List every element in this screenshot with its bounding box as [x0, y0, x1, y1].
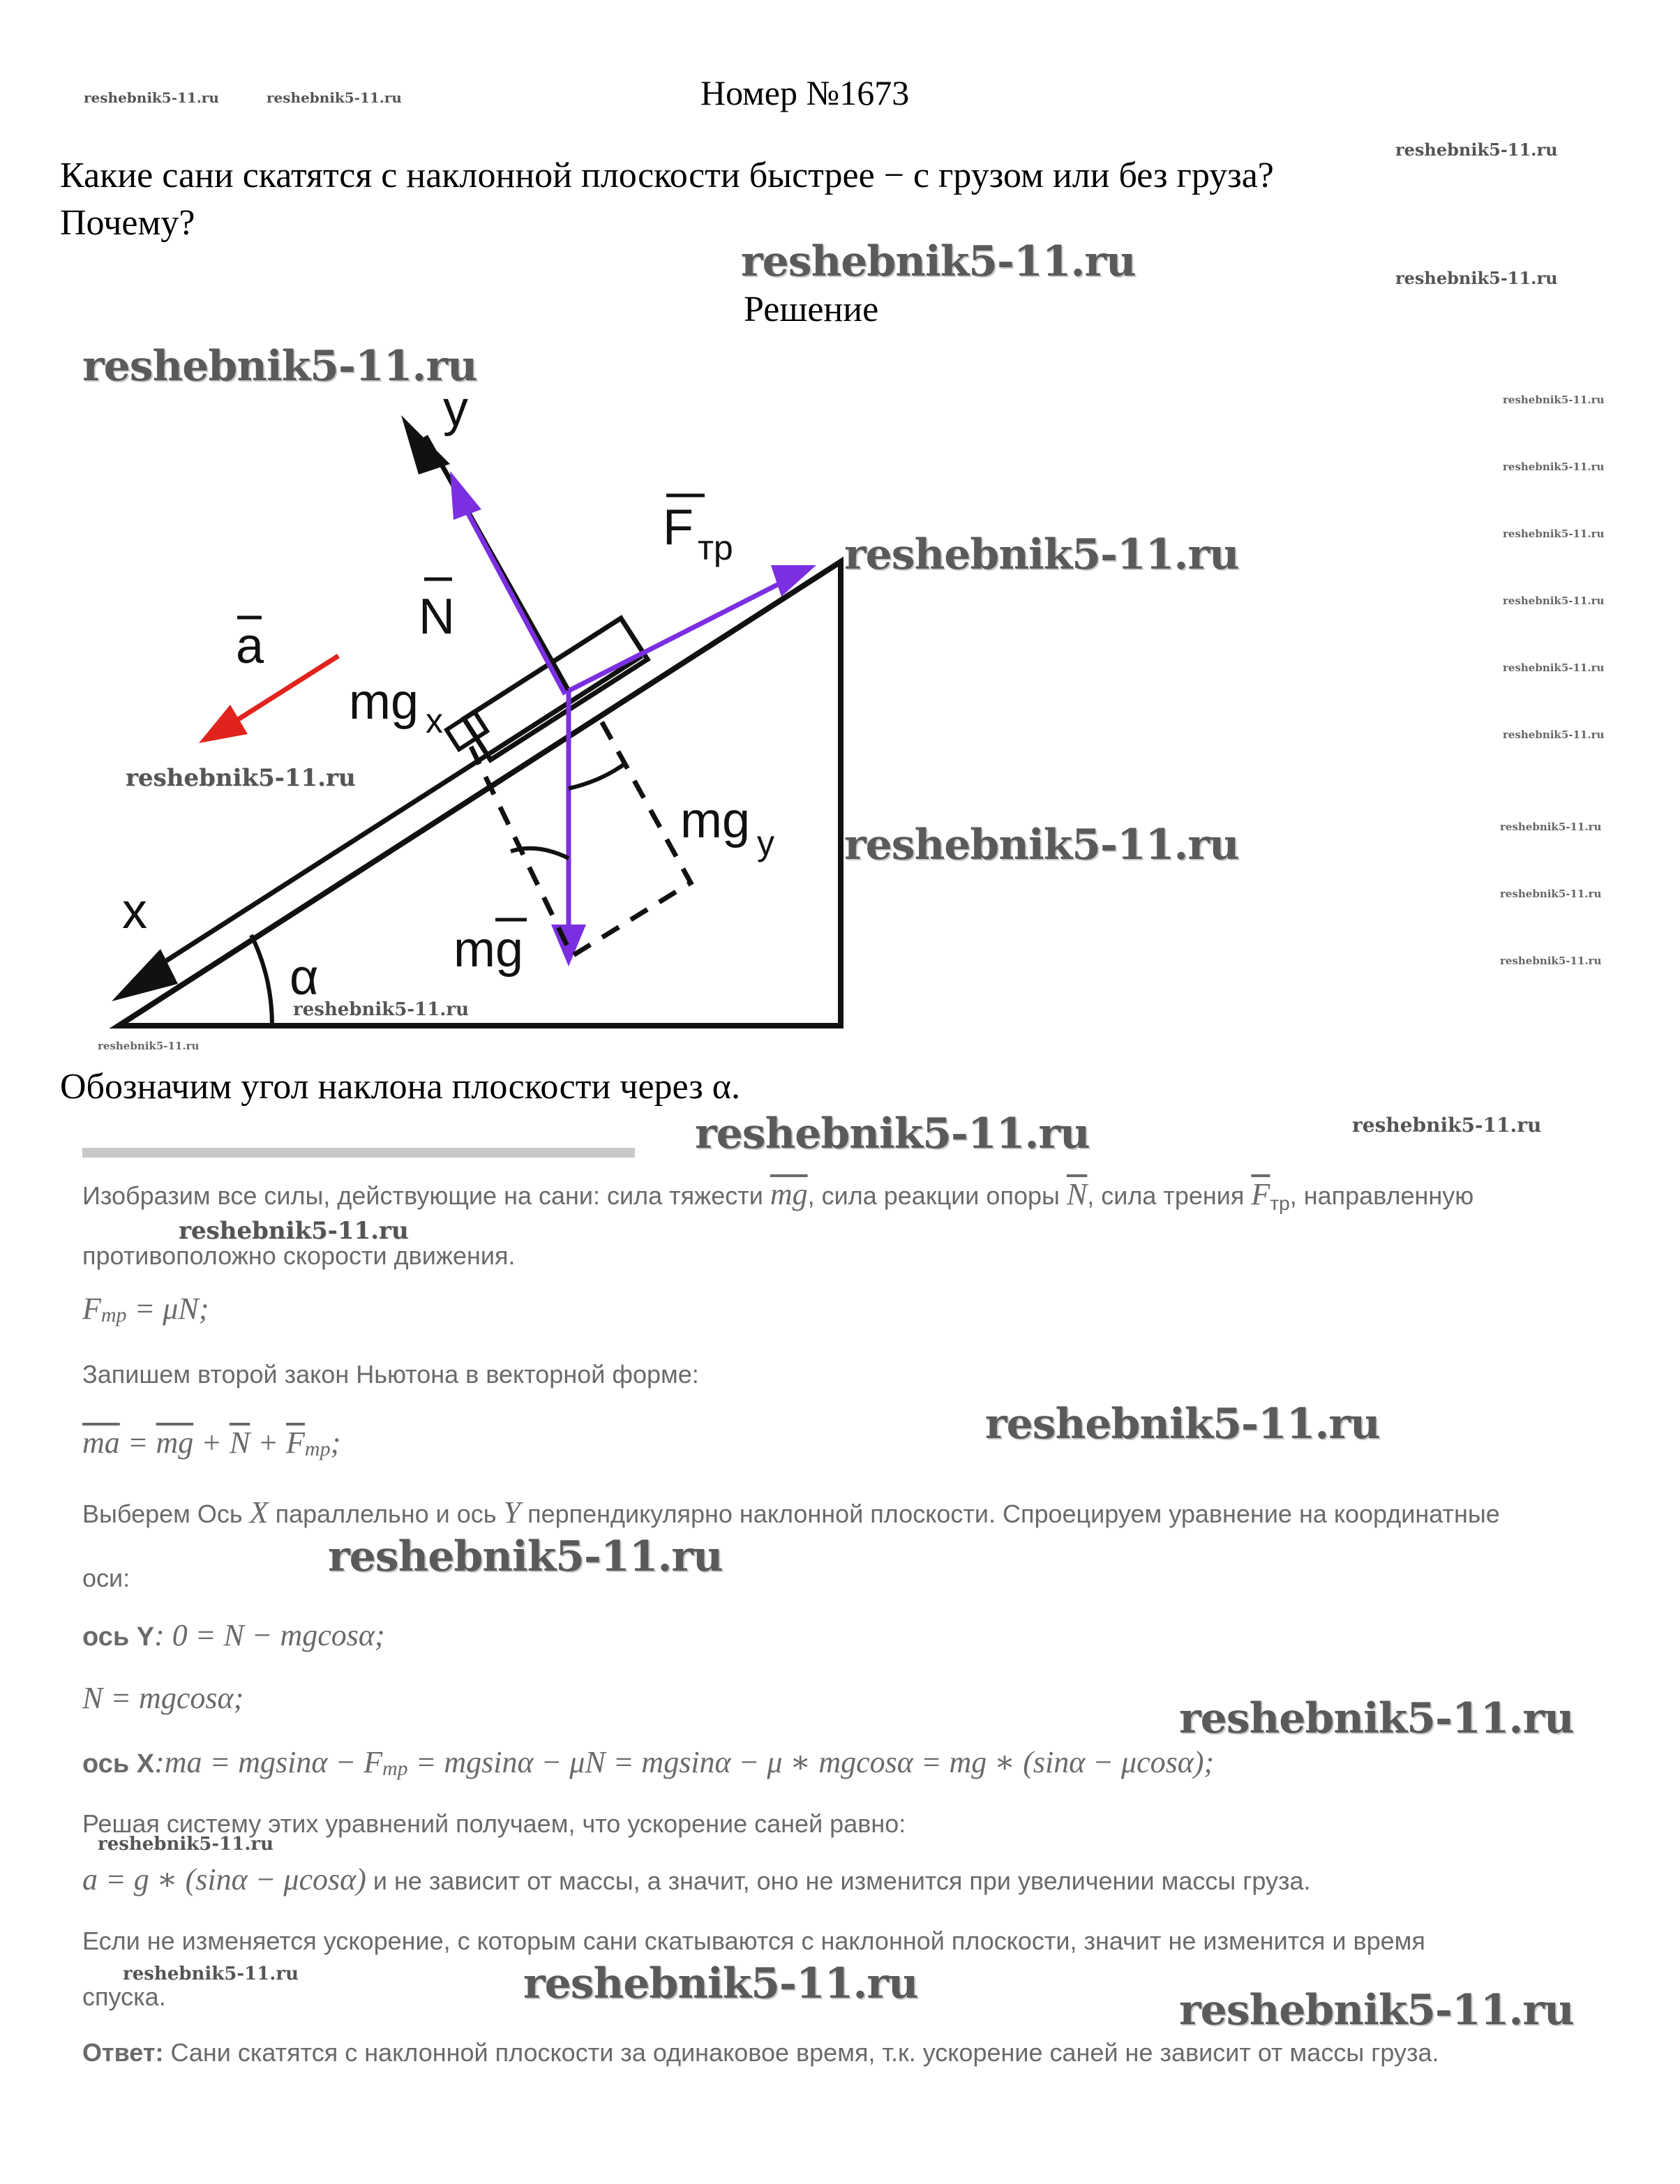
p3-b: параллельно и ось — [275, 1499, 497, 1528]
p1-text-a: Изобразим все силы, действующие на сани: сила тяжести — [82, 1181, 763, 1210]
watermark: reshebnik5-11.ru — [1500, 955, 1602, 967]
equation-newton — [82, 1425, 340, 1461]
separator-bar — [82, 1148, 635, 1158]
answer-label: Ответ: — [82, 2038, 164, 2067]
eq2-mg: $\overline{mg}$ — [156, 1426, 194, 1460]
watermark: reshebnik5-11.ru — [98, 1834, 274, 1855]
watermark: reshebnik5-11.ru — [123, 1964, 299, 1984]
eq2-plus1: + — [193, 1426, 230, 1460]
solution-heading: Решение — [744, 290, 879, 329]
question-line-2: Почему? — [60, 203, 195, 243]
p3-a: Выберем Ось — [82, 1499, 243, 1528]
acceleration-arrowhead — [199, 705, 248, 743]
intro-line: Обозначим угол наклона плоскости через α. — [60, 1067, 741, 1107]
watermark: reshebnik5-11.ru — [179, 1217, 409, 1245]
sled-box — [464, 618, 647, 760]
watermark: reshebnik5-11.ru — [126, 764, 356, 792]
paragraph-solving: Решая систему этих уравнений получаем, что ускорение саней равно: — [82, 1809, 906, 1838]
equation-friction — [82, 1291, 209, 1327]
p1-text-b: , сила реакции опоры — [807, 1181, 1060, 1210]
axis-x-label: ось X — [82, 1749, 155, 1779]
eq2-f: $\overline{F}$ — [286, 1426, 305, 1460]
axis-x-eq: :ma = mgsinα − F — [154, 1745, 383, 1779]
label-alpha: α — [290, 950, 319, 1005]
watermark: reshebnik5-11.ru — [1352, 1114, 1542, 1137]
eq1-f: F — [82, 1292, 101, 1326]
normal-force-arrowhead — [450, 471, 481, 520]
friction-force-arrow — [569, 579, 788, 691]
equation-acceleration — [82, 1862, 1311, 1897]
watermark: reshebnik5-11.ru — [1179, 1986, 1574, 2035]
watermark: reshebnik5-11.ru — [1503, 528, 1605, 540]
label-x: x — [122, 883, 147, 939]
question-line-1: Какие сани скатятся с наклонной плоскости быстрее − с грузом или без груза? — [60, 156, 1274, 195]
axis-y-label: ось Y — [82, 1622, 155, 1652]
p1-mg: $\overline{mg}$ — [770, 1177, 808, 1211]
watermark: reshebnik5-11.ru — [293, 999, 470, 1020]
watermark: reshebnik5-11.ru — [82, 342, 477, 391]
p3-y: Y — [503, 1495, 521, 1529]
watermark: reshebnik5-11.ru — [1503, 728, 1605, 741]
label-mgy: mg — [680, 793, 751, 848]
page-title: Номер №1673 — [700, 73, 910, 112]
label-mgx-sub: x — [426, 701, 443, 740]
label-mgy-sub: y — [757, 823, 774, 862]
paragraph-axes — [82, 1497, 1500, 1529]
watermark: reshebnik5-11.ru — [1500, 888, 1602, 900]
watermark: reshebnik5-11.ru — [1503, 394, 1605, 406]
angle-arc-alpha — [251, 935, 272, 1026]
paragraph-time-line2: спуска. — [82, 1982, 166, 2011]
equation-n — [82, 1680, 243, 1716]
label-ftr-sub: тр — [698, 528, 733, 567]
watermark: reshebnik5-11.ru — [1395, 268, 1558, 288]
watermark: reshebnik5-11.ru — [1503, 661, 1605, 674]
eq2-plus2: + — [250, 1426, 287, 1460]
watermark: reshebnik5-11.ru — [695, 1109, 1090, 1158]
watermark: reshebnik5-11.ru — [985, 1400, 1380, 1449]
equation-axis-y — [82, 1617, 385, 1653]
label-y: y — [443, 381, 468, 437]
watermark: reshebnik5-11.ru — [523, 1959, 918, 2008]
watermark: reshebnik5-11.ru — [1179, 1694, 1574, 1743]
answer-text: Сани скатятся с наклонной плоскости за одинаковое время, т.к. ускорение саней не зависит от массы груза. — [163, 2038, 1439, 2067]
gravity-force-arrowhead — [551, 925, 586, 966]
eq1-sub: тр — [100, 1303, 127, 1327]
watermark: reshebnik5-11.ru — [844, 821, 1239, 869]
paragraph-forces — [82, 1179, 1617, 1219]
eq2-fsub: тр — [304, 1437, 331, 1461]
p1-n: $\overline{N}$ — [1066, 1177, 1088, 1211]
watermark: reshebnik5-11.ru — [328, 1532, 723, 1581]
p1-f: $\overline{F}$ — [1251, 1177, 1270, 1211]
label-mgx: mg — [349, 674, 419, 730]
watermark: reshebnik5-11.ru — [844, 530, 1239, 579]
label-ftr: F — [663, 500, 693, 555]
p1-fsub: тр — [1270, 1192, 1290, 1215]
label-n: N — [419, 589, 455, 645]
axis-y-eq: : 0 = N − mgcosα; — [154, 1618, 385, 1652]
watermark: reshebnik5-11.ru — [98, 1040, 200, 1052]
watermark: reshebnik5-11.ru — [267, 89, 402, 106]
watermark: reshebnik5-11.ru — [741, 237, 1136, 286]
p5-rest: и не зависит от массы, а значит, оно не изменится при увеличении массы груза. — [366, 1867, 1311, 1895]
eq2-n: $\overline{N}$ — [229, 1426, 250, 1460]
paragraph-newton: Запишем второй закон Ньютона в векторной форме: — [82, 1360, 699, 1389]
axis-x-rest: = mgsinα − μN = mgsinα − μ ∗ mgcosα = mg ∗ (sinα − μcosα); — [407, 1745, 1215, 1779]
eq2-ma: $\overline{ma}$ — [82, 1426, 120, 1460]
answer-paragraph — [82, 2037, 1439, 2068]
watermark: reshebnik5-11.ru — [1503, 594, 1605, 607]
paragraph-time-line1: Если не изменяется ускорение, с которым сани скатываются с наклонной плоскости, значит не изменится и время — [82, 1927, 1425, 1955]
p3-x: X — [249, 1495, 269, 1529]
normal-force-arrow — [464, 506, 565, 694]
angle-arc-mgy — [569, 764, 624, 788]
watermark: reshebnik5-11.ru — [1395, 140, 1558, 160]
eq1-rest: = μN; — [126, 1292, 209, 1326]
label-a: a — [236, 618, 264, 674]
watermark: reshebnik5-11.ru — [1500, 821, 1602, 833]
eq-n: N = mgcosα; — [82, 1681, 244, 1715]
equation-axis-x — [82, 1744, 1214, 1781]
p1-text-d: , направленную — [1289, 1181, 1474, 1210]
eq2-eq: = — [119, 1426, 156, 1460]
p3-c: перпендикулярно наклонной плоскости. Спроецируем уравнение на координатные — [527, 1499, 1500, 1528]
angle-arc-mg — [511, 848, 569, 858]
watermark: reshebnik5-11.ru — [84, 89, 219, 106]
axis-x-sub: тр — [382, 1757, 408, 1781]
eq-a: a = g ∗ (sinα − μcosα) — [82, 1862, 366, 1897]
paragraph-axes-line2: оси: — [82, 1564, 130, 1592]
watermark: reshebnik5-11.ru — [1503, 461, 1605, 473]
eq2-end: ; — [330, 1426, 341, 1460]
paragraph-forces-line2: противоположно скорости движения. — [82, 1241, 516, 1270]
inclined-plane-diagram — [84, 377, 907, 1047]
label-mg: mg — [453, 922, 524, 978]
p1-text-c: , сила трения — [1087, 1181, 1245, 1210]
